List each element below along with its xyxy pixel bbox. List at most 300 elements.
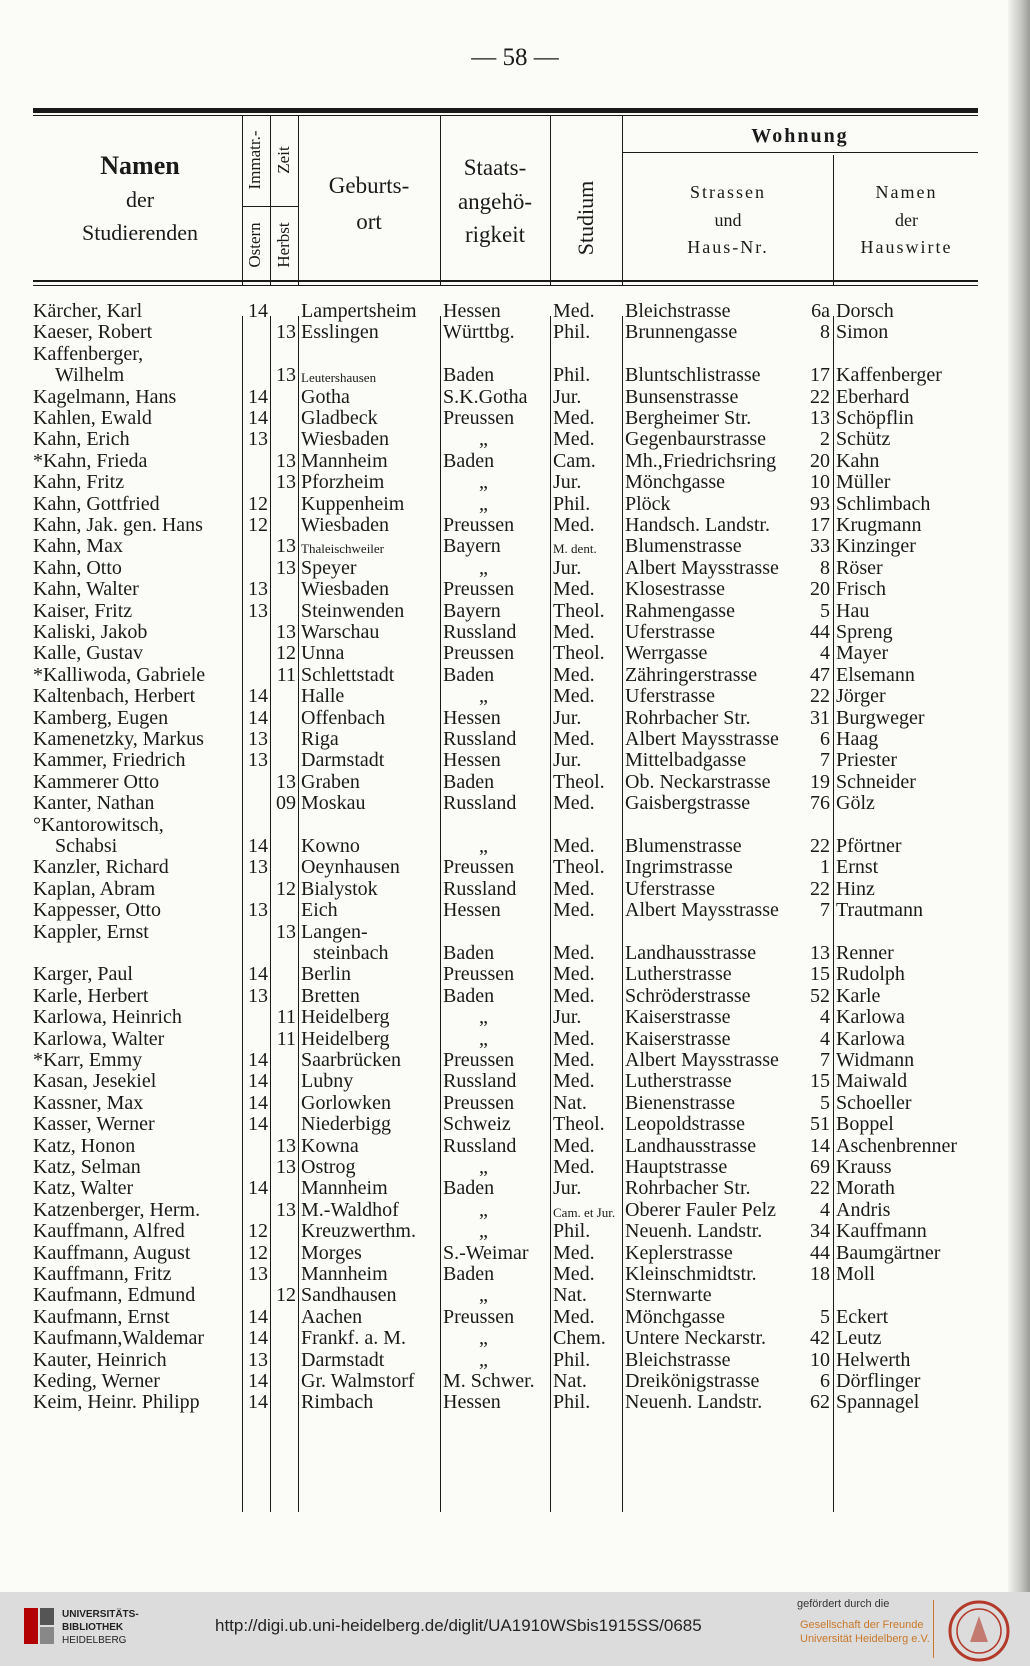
top-rule-thin [33,115,978,116]
cell-o: 14 [248,1049,268,1071]
cell-ort: Esslingen [301,321,379,344]
cell-str: Ingrimstrasse [625,856,733,879]
cell-stud: Med. [553,1241,595,1264]
cell-h: 13 [276,535,296,558]
cell-stud: Med. [553,685,595,708]
cell-ort: Wiesbaden [301,514,390,536]
cell-nr: 20 [810,449,830,472]
cell-str: Neuenh. Landstr. [625,1391,763,1414]
cell-ort: Lampertsheim [301,300,417,322]
cell-staat: „ [479,685,488,708]
body-col-line-2 [270,316,271,1512]
library-name-line1: UNIVERSITÄTS- [62,1609,139,1620]
cell-nr: 14 [810,1134,830,1157]
cell-stud: Med. [553,621,595,643]
cell-staat: Preussen [443,578,515,601]
cell-h: 13 [276,364,296,387]
cell-nr: 17 [810,364,830,387]
cell-stud: Med. [553,1263,595,1285]
cell-str: Leopoldstrasse [625,1113,745,1136]
cell-stud: Phil. [553,321,591,344]
cell-staat: „ [479,471,488,494]
cell-wirt: Priester [836,749,898,772]
cell-ort: Speyer [301,556,357,579]
cell-wirt: Baumgärtner [836,1241,941,1264]
cell-wirt: Spannagel [836,1391,920,1414]
immatr-divider [242,206,298,207]
cell-str: Bluntschlistrasse [625,364,761,387]
cell-stud: Phil. [553,1220,591,1243]
cell-str: Rahmengasse [625,599,735,622]
header-hauswirte-line2: der [895,209,918,230]
header-namen-line3: Studierenden [81,219,199,245]
cell-stud: Med. [553,963,595,986]
cell-name: Karlowa, Walter [33,1027,165,1050]
cell-stud: Med. [553,1027,595,1050]
cell-ort: Mannheim [301,1177,388,1200]
cell-ort: Offenbach [301,706,386,729]
cell-nr: 10 [810,1348,830,1371]
cell-o: 14 [248,385,268,408]
cell-str: Lutherstrasse [625,1070,732,1093]
header-strassen-line3: Haus-Nr. [687,237,769,258]
cell-ort: Berlin [301,963,351,986]
cell-wirt: Spreng [836,621,893,643]
cell-name: Katzenberger, Herm. [33,1198,201,1221]
cell-staat: „ [479,1348,488,1371]
cell-nr: 22 [810,1177,830,1200]
society-name [800,1618,930,1646]
cell-staat: Hessen [443,706,501,729]
cell-name: Wilhelm [55,364,125,387]
cell-wirt: Maiwald [836,1070,908,1093]
cell-nr: 13 [810,942,830,964]
cell-h: 12 [276,877,296,900]
header-zeit: Zeit [274,146,293,174]
cell-name: *Kahn, Frieda [33,449,148,472]
cell-name: Kagelmann, Hans [33,385,177,408]
body-col-line-4 [440,316,441,1512]
header-wohnung: Wohnung [751,125,849,147]
cell-staat: „ [479,428,488,451]
cell-str: Hauptstrasse [625,1156,728,1178]
cell-o: 14 [248,1091,268,1114]
cell-ort: Frankf. a. M. [301,1327,406,1350]
cell-name: Kassner, Max [33,1091,144,1114]
cell-o: 13 [248,984,268,1007]
cell-staat: Baden [443,1263,495,1285]
header-bottom-rule [33,280,978,282]
cell-name: Kahn, Jak. gen. Hans [33,514,203,536]
cell-name: Keding, Werner [33,1370,160,1392]
cell-name: Kalle, Gustav [33,642,143,665]
cell-wirt: Burgweger [836,706,925,729]
cell-wirt: Karlowa [836,1027,905,1050]
cell-wirt: Aschenbrenner [836,1134,958,1157]
cell-ort: Kowno [301,835,360,857]
header-ostern: Ostern [245,222,264,268]
cell-name: Kahn, Walter [33,578,139,601]
cell-nr: 10 [810,471,830,494]
cell-ort: Gr. Walmstorf [301,1370,415,1392]
cell-o: 14 [248,1327,268,1350]
cell-name: *Karr, Emmy [33,1049,143,1071]
cell-wirt: Schneider [836,770,916,793]
cell-name: Kaliski, Jakob [33,621,148,643]
cell-h: 13 [276,1156,296,1178]
cell-str: Mh.,Friedrichsring [625,449,777,472]
cell-wirt: Eberhard [836,385,910,408]
header-bottom-rule-thin [33,285,978,286]
cell-stud: Theol. [553,599,605,622]
cell-wirt: Karle [836,984,881,1007]
cell-wirt: Hau [836,599,870,622]
cell-stud: Med. [553,899,595,922]
cell-name: Kammerer Otto [33,770,160,793]
cell-wirt: Schlimbach [836,492,931,515]
cell-ort: Heidelberg [301,1027,390,1050]
cell-nr: 47 [810,663,830,686]
library-name-line2: BIBLIOTHEK [62,1622,124,1633]
cell-ort: Leutershausen [301,370,377,386]
cell-str: Ob. Neckarstrasse [625,770,771,793]
cell-name: Kahn, Erich [33,428,130,451]
cell-str: Bleichstrasse [625,300,731,322]
cell-ort: Graben [301,770,360,793]
cell-staat: Baden [443,449,495,472]
cell-str: Untere Neckarstr. [625,1327,767,1350]
cell-nr: 34 [810,1220,830,1243]
cell-o: 14 [248,1113,268,1136]
cell-wirt: Morath [836,1177,895,1200]
cell-ort: Aachen [301,1305,363,1328]
cell-str: Albert Maysstrasse [625,1049,779,1071]
cell-str: Kleinschmidtstr. [625,1263,757,1285]
cell-staat: „ [479,556,488,579]
cell-wirt: Leutz [836,1327,882,1350]
cell-staat: Preussen [443,407,515,429]
cell-wirt: Andris [836,1198,891,1221]
cell-o: 12 [248,1241,268,1264]
cell-str: Sternwarte [625,1284,712,1307]
cell-name: Kammer, Friedrich [33,749,186,772]
cell-str: Rohrbacher Str. [625,1177,751,1200]
cell-str: Mönchgasse [625,471,725,494]
cell-stud: Med. [553,1134,595,1157]
cell-o: 13 [248,599,268,622]
cell-wirt: Röser [836,556,883,579]
cell-nr: 44 [810,621,830,643]
cell-nr: 17 [810,514,830,536]
cell-str: Blumenstrasse [625,835,742,857]
cell-str: Handsch. Landstr. [625,514,770,536]
cell-str: Albert Maysstrasse [625,899,779,922]
cell-stud: Phil. [553,364,591,387]
cell-stud: Med. [553,578,595,601]
cell-staat: Preussen [443,856,515,879]
cell-nr: 5 [820,1305,830,1328]
cell-stud: Jur. [553,706,582,729]
cell-str: Mönchgasse [625,1305,725,1328]
cell-stud: M. dent. [553,541,597,557]
header-strassen-line2: und [714,209,742,230]
cell-stud: Med. [553,1070,595,1093]
cell-name: Katz, Walter [33,1177,134,1200]
source-url[interactable]: http://digi.ub.uni-heidelberg.de/diglit/UA1910WSbis1915SS/0685 [215,1616,702,1635]
cell-wirt: Trautmann [836,899,924,922]
university-seal-icon [948,1600,1010,1662]
cell-staat: „ [479,1156,488,1178]
cell-stud: Jur. [553,1006,582,1029]
cell-staat: Hessen [443,1391,501,1414]
cell-name: Kauffmann, August [33,1241,191,1264]
col-line-7 [833,155,834,285]
cell-nr: 69 [810,1156,830,1178]
cell-str: Bunsenstrasse [625,385,739,408]
cell-wirt: Moll [836,1263,875,1285]
cell-str: Dreikönigstrasse [625,1370,760,1392]
cell-ort: Steinwenden [301,599,405,622]
cell-stud: Nat. [553,1091,587,1114]
cell-staat: Bayern [443,535,501,558]
cell-nr: 33 [810,535,830,558]
library-name-line3: HEIDELBERG [62,1635,127,1646]
cell-ort: Thaleischweiler [301,541,385,557]
cell-o: 14 [248,1070,268,1093]
cell-h: 13 [276,449,296,472]
cell-name: Kaltenbach, Herbert [33,685,196,708]
header-staats [442,154,548,249]
header-staats-line1: Staats- [463,155,527,180]
header-strassen [624,182,832,259]
col-line-6 [622,115,623,285]
cell-staat: Preussen [443,1049,515,1071]
cell-str: Lutherstrasse [625,963,732,986]
cell-name: Kärcher, Karl [33,300,143,322]
cell-stud: Med. [553,942,595,964]
cell-nr: 31 [810,706,830,729]
cell-stud: Med. [553,1049,595,1071]
cell-stud: Theol. [553,770,605,793]
cell-str: Albert Maysstrasse [625,728,779,750]
cell-staat: Russland [443,728,517,750]
cell-o: 13 [248,749,268,772]
cell-nr: 93 [810,492,830,515]
cell-wirt: Dorsch [836,300,894,322]
cell-wirt: Widmann [836,1049,915,1071]
cell-h: 12 [276,642,296,665]
cell-wirt: Karlowa [836,1006,905,1029]
cell-o: 14 [248,835,268,857]
cell-name: Kaufmann, Edmund [33,1284,196,1307]
cell-staat: Baden [443,942,495,964]
cell-staat: Baden [443,984,495,1007]
cell-wirt: Krauss [836,1156,892,1178]
cell-o: 14 [248,1370,268,1392]
cell-nr: 22 [810,385,830,408]
cell-staat: Bayern [443,599,501,622]
cell-nr: 5 [820,599,830,622]
cell-stud: Med. [553,428,595,451]
header-namen-line1: Namen [100,151,180,180]
cell-staat: Preussen [443,514,515,536]
cell-o: 13 [248,578,268,601]
cell-name: Kahn, Otto [33,556,122,579]
cell-staat: Russland [443,1070,517,1093]
cell-str: Zähringerstrasse [625,663,758,686]
cell-nr: 1 [820,856,830,879]
cell-o: 14 [248,706,268,729]
cell-nr: 4 [820,642,830,665]
cell-ort: Kreuzwerthm. [301,1220,416,1243]
cell-stud: Med. [553,407,595,429]
cell-name: Kaufmann, Ernst [33,1305,170,1328]
cell-wirt: Rudolph [836,963,905,986]
cell-o: 13 [248,899,268,922]
cell-str: Schröderstrasse [625,984,751,1007]
page-edge-shadow [1008,0,1030,1592]
cell-ort: steinbach [313,942,389,964]
cell-o: 14 [248,685,268,708]
cell-nr: 22 [810,877,830,900]
header-studium: Studium [573,180,598,256]
cell-nr: 4 [820,1198,830,1221]
cell-staat: Hessen [443,899,501,922]
cell-h: 13 [276,920,296,943]
cell-ort: Bialystok [301,877,378,900]
cell-nr: 42 [810,1327,830,1350]
cell-nr: 6 [820,728,830,750]
cell-nr: 20 [810,578,830,601]
footer-bar [0,1592,1030,1666]
cell-wirt: Schoeller [836,1091,912,1114]
cell-staat: „ [479,492,488,515]
body-col-line-6 [622,316,623,1512]
cell-wirt: Boppel [836,1113,894,1136]
cell-wirt: Kauffmann [836,1220,927,1243]
cell-h: 11 [276,663,296,686]
cell-name: Kauffmann, Alfred [33,1220,185,1243]
header-strassen-line1: Strassen [690,182,766,202]
cell-ort: Gladbeck [301,407,378,429]
cell-staat: „ [479,1284,488,1307]
cell-h: 13 [276,621,296,643]
cell-ort: M.-Waldhof [301,1198,399,1221]
cell-o: 14 [248,963,268,986]
cell-ort: Ostrog [301,1156,356,1178]
cell-stud: Phil. [553,1391,591,1414]
cell-o: 12 [248,1220,268,1243]
cell-str: Bleichstrasse [625,1348,731,1371]
cell-h: 11 [276,1027,296,1050]
cell-str: Oberer Fauler Pelz [625,1198,777,1221]
cell-h: 13 [276,556,296,579]
cell-wirt: Kaffenberger [836,364,942,387]
cell-o: 14 [248,300,268,322]
cell-wirt: Haag [836,728,879,750]
cell-name: Karlowa, Heinrich [33,1006,182,1029]
cell-stud: Theol. [553,856,605,879]
cell-nr: 6 [820,1370,830,1392]
header-geburtsort-line1: Geburts- [328,173,410,198]
cell-staat: Baden [443,770,495,793]
cell-o: 13 [248,856,268,879]
body-col-line-1 [242,316,243,1512]
cell-staat: Russland [443,621,517,643]
cell-name: Kaiser, Fritz [33,599,133,622]
cell-ort: Schlettstadt [301,663,395,686]
cell-ort: Heidelberg [301,1006,390,1029]
cell-staat: „ [479,1027,488,1050]
cell-name: °Kantorowitsch, [33,813,164,836]
header-hauswirte-line1: Namen [875,182,938,202]
cell-ort: Gorlowken [301,1091,391,1114]
cell-staat: S.-Weimar [443,1241,529,1264]
cell-str: Werrgasse [625,642,708,665]
cell-stud: Phil. [553,492,591,515]
header-hauswirte-line3: Hauswirte [860,237,953,258]
cell-nr: 76 [810,792,830,815]
footer-divider [933,1600,934,1658]
cell-wirt: Elsemann [836,663,915,686]
cell-staat: M. Schwer. [443,1370,535,1392]
cell-ort: Langen- [301,920,368,943]
cell-h: 09 [276,792,296,815]
cell-name: Kaeser, Robert [33,321,153,344]
cell-wirt: Dörflinger [836,1370,921,1392]
cell-stud: Med. [553,877,595,900]
cell-stud: Jur. [553,556,582,579]
cell-nr: 6a [811,300,830,322]
cell-staat: „ [479,1006,488,1029]
cell-stud: Jur. [553,471,582,494]
cell-ort: Morges [301,1241,362,1264]
cell-ort: Rimbach [301,1391,374,1414]
cell-ort: Saarbrücken [301,1049,401,1071]
cell-o: 14 [248,1177,268,1200]
cell-staat: Hessen [443,300,501,322]
cell-nr: 44 [810,1241,830,1264]
cell-name: Kamenetzky, Markus [33,728,204,750]
cell-str: Bienenstrasse [625,1091,735,1114]
cell-o: 12 [248,492,268,515]
cell-str: Uferstrasse [625,621,715,643]
cell-str: Rohrbacher Str. [625,706,751,729]
cell-name: Karger, Paul [33,963,133,986]
cell-nr: 5 [820,1091,830,1114]
cell-staat: Württbg. [443,321,515,344]
cell-stud: Med. [553,728,595,750]
cell-stud: Med. [553,1305,595,1328]
cell-wirt: Schöpflin [836,407,914,429]
cell-ort: Riga [301,728,339,750]
cell-ort: Unna [301,642,345,665]
cell-ort: Eich [301,899,338,922]
cell-stud: Cam. [553,449,596,472]
cell-str: Keplerstrasse [625,1241,733,1264]
cell-staat: Baden [443,364,495,387]
body-col-line-5 [550,316,551,1512]
cell-str: Uferstrasse [625,877,715,900]
cell-str: Kaiserstrasse [625,1006,731,1029]
cell-str: Albert Maysstrasse [625,556,779,579]
cell-staat: Baden [443,1177,495,1200]
library-logo-icon [22,1606,56,1646]
cell-o: 14 [248,407,268,429]
col-line-1 [242,115,243,285]
cell-nr: 4 [820,1027,830,1050]
cell-staat: „ [479,1220,488,1243]
